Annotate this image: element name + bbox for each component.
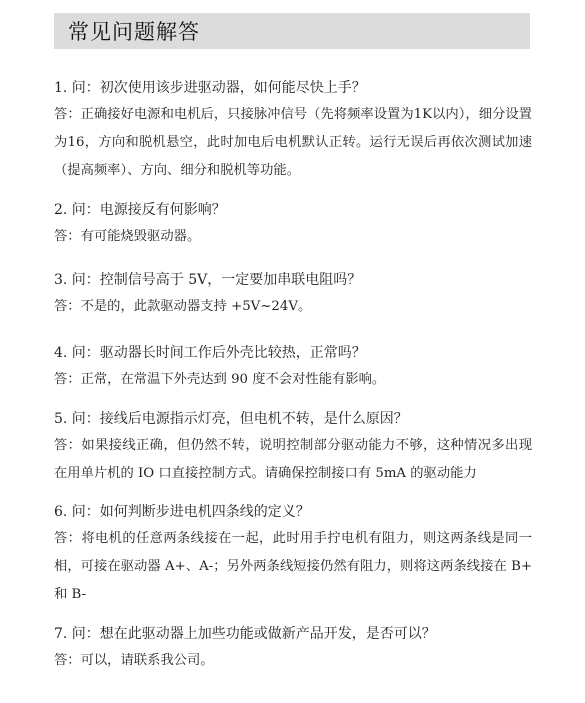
section-header (54, 13, 530, 49)
page-title: 常见问题解答 (68, 20, 200, 44)
faq-item-5 (54, 407, 532, 488)
faq-item-2 (54, 198, 532, 251)
faq-item-4 (54, 341, 532, 394)
faq-question: 6. 问：如何判断步进电机四条线的定义？ (54, 504, 310, 520)
faq-answer: 答：正确接好电源和电机后，只接脉冲信号（先将频率设置为1K以内），细分设置为16，方向和脱机悬空，此时加电后电机默认正转。运行无误后再依次测试加速（提高频率）、方向、细分和脱机等功能。 (54, 107, 532, 178)
faq-item-3 (54, 268, 532, 321)
faq-question: 7. 问：想在此驱动器上加些功能或做新产品开发，是否可以？ (54, 626, 436, 642)
faq-question: 5. 问：接线后电源指示灯亮，但电机不转，是什么原因？ (54, 411, 408, 427)
faq-answer: 答：可以，请联系我公司。 (54, 653, 214, 668)
faq-item-7 (54, 622, 532, 675)
faq-answer: 答：不是的，此款驱动器支持 +5V~24V。 (54, 299, 312, 314)
faq-answer: 答：如果接线正确，但仍然不转，说明控制部分驱动能力不够，这种情况多出现在用单片机的 IO 口直接控制方式。请确保控制接口有 5mA 的驱动能力 (54, 438, 532, 481)
faq-item-1 (54, 76, 532, 185)
faq-answer: 答：有可能烧毁驱动器。 (54, 229, 201, 244)
faq-answer: 答：正常，在常温下外壳达到 90 度不会对性能有影响。 (54, 372, 386, 387)
faq-question: 1. 问：初次使用该步进驱动器，如何能尽快上手？ (54, 80, 366, 96)
faq-question: 4. 问：驱动器长时间工作后外壳比较热，正常吗？ (54, 345, 366, 361)
faq-answer: 答：将电机的任意两条线接在一起，此时用手拧电机有阻力，则这两条线是同一相，可接在驱动器 A+、A-；另外两条线短接仍然有阻力，则将这两条线接在 B+ 和 B- (54, 531, 532, 602)
faq-list (54, 76, 532, 675)
faq-question: 3. 问：控制信号高于 5V，一定要加串联电阻吗？ (54, 272, 362, 288)
faq-item-6 (54, 500, 532, 609)
faq-question: 2. 问：电源接反有何影响？ (54, 202, 226, 218)
